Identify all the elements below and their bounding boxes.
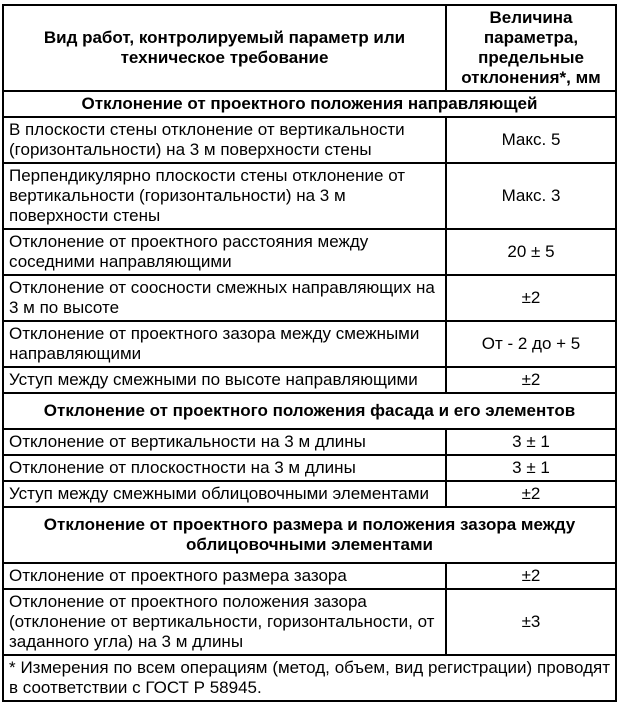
value-cell: Макс. 5 [446, 117, 616, 163]
param-cell: В плоскости стены отклонение от вертикальности (горизонтальности) на 3 м поверхности стены [3, 117, 446, 163]
section-row [3, 393, 616, 429]
tolerance-table [2, 4, 617, 702]
section-row [3, 507, 616, 563]
param-cell: Уступ между смежными облицовочными элементами [3, 481, 446, 507]
value-cell: 3 ± 1 [446, 455, 616, 481]
table-row [3, 275, 616, 321]
value-cell: ±3 [446, 589, 616, 655]
section-title: Отклонение от проектного положения фасада и его элементов [3, 393, 616, 429]
value-cell: От - 2 до + 5 [446, 321, 616, 367]
param-cell: Отклонение от плоскостности на 3 м длины [3, 455, 446, 481]
table-row [3, 367, 616, 393]
section-row [3, 91, 616, 117]
footnote-row [3, 655, 616, 701]
section-title: Отклонение от проектного размера и положения зазора между облицовочными элементами [3, 507, 616, 563]
column-header-value: Величина параметра, предельные отклонения*, мм [446, 5, 616, 91]
table-row [3, 117, 616, 163]
param-cell: Перпендикулярно плоскости стены отклонение от вертикальности (горизонтальности) на 3 м поверхности стены [3, 163, 446, 229]
param-cell: Отклонение от проектного положения зазора (отклонение от вертикальности, горизонтальности, от заданного угла) на 3 м длины [3, 589, 446, 655]
column-header-works: Вид работ, контролируемый параметр или техническое требование [3, 5, 446, 91]
param-cell: Отклонение от соосности смежных направляющих на 3 м по высоте [3, 275, 446, 321]
table-row [3, 163, 616, 229]
table-row [3, 429, 616, 455]
param-cell: Отклонение от вертикальности на 3 м длины [3, 429, 446, 455]
param-cell: Отклонение от проектного размера зазора [3, 563, 446, 589]
table-row [3, 481, 616, 507]
value-cell: ±2 [446, 275, 616, 321]
param-cell: Отклонение от проектного расстояния между соседними направляющими [3, 229, 446, 275]
value-cell: 3 ± 1 [446, 429, 616, 455]
value-cell: ±2 [446, 481, 616, 507]
value-cell: 20 ± 5 [446, 229, 616, 275]
section-title: Отклонение от проектного положения направляющей [3, 91, 616, 117]
param-cell: Отклонение от проектного зазора между смежными направляющими [3, 321, 446, 367]
value-cell: ±2 [446, 563, 616, 589]
table-row [3, 321, 616, 367]
value-cell: Макс. 3 [446, 163, 616, 229]
table-row [3, 563, 616, 589]
table-header-row [3, 5, 616, 91]
footnote: * Измерения по всем операциям (метод, объем, вид регистрации) проводят в соответствии с ГОСТ Р 58945. [3, 655, 616, 701]
table-row [3, 455, 616, 481]
value-cell: ±2 [446, 367, 616, 393]
table-row [3, 229, 616, 275]
table-row [3, 589, 616, 655]
param-cell: Уступ между смежными по высоте направляющими [3, 367, 446, 393]
